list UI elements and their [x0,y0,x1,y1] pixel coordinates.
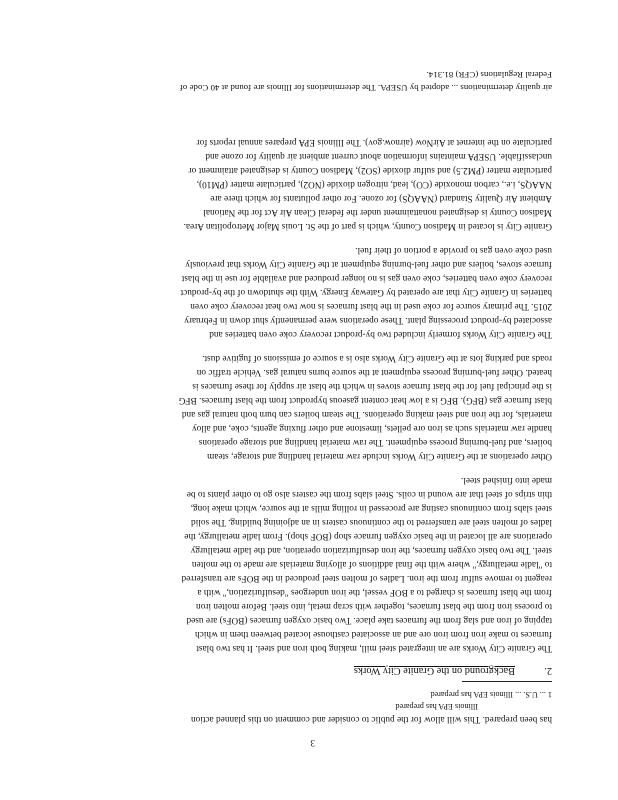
para1-line: steel slabs from continuous casting are processed in rolling mills at the source, which make long, [190,504,552,514]
para4-line: particulate on the internet at AirNow (airnow.gov). The Illinois EPA prepares annual reports for [196,138,552,148]
para4-line: Granite City is located in Madison County, which is part of the St. Louis Major Metropolitan Area. [183,222,552,232]
para2-line: Other operations at the Granite City Works include raw material handling and storage, steam [206,452,552,462]
para4-line: particulate matter (PM2.5) and sulfur dioxide (SO2), Madison County is designated attainment or [188,166,552,176]
para2-line: heated. Other fuel-burning process equipment at the source burns natural gas. Vehicle traffic on [196,368,552,378]
footnote-line: air quality determinations ... adopted by USEPA. The determinations for Illinois are found at 40 Code of [179,83,552,93]
section-title: Background on the Granite City Works [353,665,516,676]
para4-line: Madison County is designated nonattainment under the federal Clean Air Act for the National [203,208,552,218]
para2-line: is the principal fuel for the blast furnace stoves in which the blast air supply for these furnaces is [192,382,552,392]
text-line: has been prepared. This will allow for the public to consider and comment on this planned action [190,715,552,725]
para2-line: blast furnace gas (BFG). BFG is a low heat content gaseous byproduct from the blast furnaces. BFG [178,396,552,406]
para1-line: The Granite City Works are an integrated steel mill, making both iron and steel. It has two blast [196,644,552,654]
section-number: 2. [544,665,552,676]
para3-line: used coke oven gas to provide a portion of their fuel. [355,246,552,256]
para1-line: furnaces to make iron from iron ore and an associated casthouse located between them in which [195,630,552,640]
section-heading [354,664,552,676]
para1-line: operations are all located in the basic oxygen furnace shop (BOF shop). From ladle metallurgy, the [184,532,552,542]
para1-line: steel. The two basic oxygen furnaces, the iron desulfurization operation, and the ladle metallurgy [190,546,552,556]
footnote-rule [462,681,552,682]
para1-line: ladles of molten steel are transferred to the continuous casters in an adjoining building. The solid [190,518,552,528]
para2-line: handle raw materials such as iron ore pellets, limestone and other fluxing agents, coke, and alloy [191,424,552,434]
para4-line: unclassifiable. USEPA maintains information about current ambient air quality for ozone and [205,152,552,162]
para3-line: furnace stoves, boilers and other fuel-burning equipment at the Granite City Works that previously [185,260,552,270]
footnote-line: Federal Regulations (CFR) 81.314. [426,70,552,80]
para2-line: roads and parking lots at the Granite City Works also is a source of emissions of fugitive dust. [202,354,552,364]
para1-line: reagent to remove sulfur from the iron. Ladles of molten steel produced in the BOFs are transferred [181,574,552,584]
para2-line: boilers, and fuel-burning process equipment. The raw material handling and storage operations [198,438,552,448]
para1-line: tapping of iron and slag from the furnaces take place. Two basic oxygen furnaces (BOFs) are used [186,616,552,626]
para3-line: batteries in Granite City that are operated by Gateway Energy. With the shutdown of the by-product [180,288,552,298]
para1-line: made into finished steel. [460,476,552,486]
para4-line: Ambient Air Quality Standard (NAAQS) for ozone. For other pollutants for which there are [210,194,552,204]
page-number: 3 [310,738,315,748]
footnote-fragment: Illinois EPA has prepared [395,702,478,711]
para1-line: to "ladle metallurgy," where with the final additions of alloying materials are made to the molten [191,560,552,570]
para2-line: materials, for the iron and steel making operations. The steam boilers can burn both natural gas and [181,410,552,420]
para3-line: associated by-product processing plant. These operations were permanently shut down in February [184,316,552,326]
footnote-text: 1 ... U.S. ... Illinois EPA has prepared [430,690,552,699]
para1-line: thin strips of steel that are wound in coils. Steel slabs from the casters also go to other plants to be [186,490,552,500]
para3-line: recovery coke oven batteries, coke oven gas is no longer produced and available for use in the blast [181,274,552,284]
para3-line: 2015. The primary source for coke used in the blast furnaces is now two heat recovery coke oven [190,302,552,312]
para4-line: NAAQS, i.e., carbon monoxide (CO), lead, nitrogen dioxide (NO2), particulate matter (PM10), [196,180,552,190]
para3-line: The Granite City Works formerly included two by-product recovery coke oven batteries and [209,330,552,340]
para1-line: to process iron from the blast furnaces, together with scrap metal, into steel. Before molten iron [196,602,552,612]
para1-line: from the blast furnaces is charged to a BOF vessel, the iron undergoes "desulfurization," with a [197,588,552,598]
